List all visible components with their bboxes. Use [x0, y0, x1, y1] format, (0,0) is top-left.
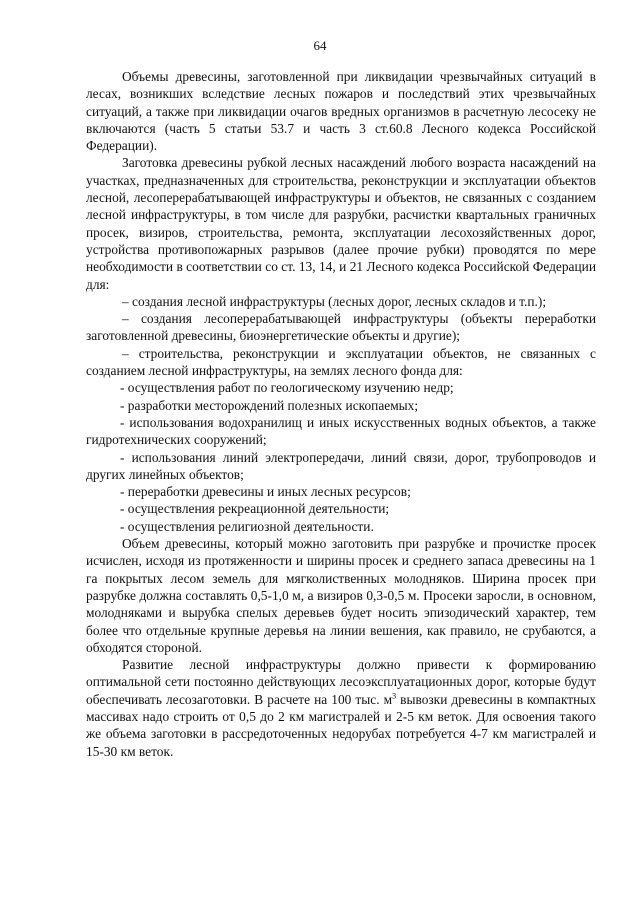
paragraph-clearing-volume: Объем древесины, который можно заготовить при разрубке и прочистке просек исчислен, исходя из протяженности и ширины просек и среднего запаса древесины на 1 га покрытых лесом земель для мягколиственных молодняков. Ширина просек при разрубке должна составлять 0,5-1,0 м, а визиров 0,3-0,5 м. Просеки заросли, в основном, молодняками и вырубка спелых деревьев будет носить эпизодический характер, тем более что отдельные крупные деревья на линии вешения, как правило, не срубаются, а обходятся стороной. [86, 536, 596, 655]
sub-item-geology: - осуществления работ по геологическому изучению недр; [120, 380, 454, 396]
sub-item-linear-objects: - использования линий электропередачи, линий связи, дорог, трубопроводов и других линейных объектов; [86, 449, 596, 482]
sub-item-religious: - осуществления религиозной деятельности. [120, 518, 374, 534]
paragraph-emergency-volumes: Объемы древесины, заготовленной при ликвидации чрезвычайных ситуаций в лесах, возникших вследствие лесных пожаров и последствий этих чрезвычайных ситуаций, а также при ликвидации очагов вредных организмов в расчетную лесосеку не включаются (часть 5 статьи 53.7 и часть 3 ст.60.8 Лесного кодекса Российской Федерации). [86, 69, 596, 154]
list-item-forest-infrastructure: – создания лесной инфраструктуры (лесных дорог, лесных складов и т.п.); [122, 293, 547, 309]
cubic-superscript: 3 [392, 691, 397, 701]
sub-item-reservoirs: - использования водохранилищ и иных искусственных водных объектов, а также гидротехнических сооружений; [86, 414, 596, 448]
sub-item-recreation: - осуществления рекреационной деятельности; [120, 501, 390, 517]
list-item-other-objects: – строительства, реконструкции и эксплуатации объектов, не связанных с созданием лесной инфраструктуры, на землях лесного фонда для: [86, 345, 596, 379]
sub-item-mining: - разработки месторождений полезных ископаемых; [120, 397, 419, 413]
document-body [86, 68, 596, 760]
road-network-text-start: Развитие лесной инфраструктуры должно привести к формированию оптимальной сети постоянно действующих лесоэксплуатационных дорог, которые будут обеспечивать лесозаготовки. В расчете на 100 тыс. м [86, 657, 596, 707]
road-network-text-end: вывозки древесины в компактных массивах надо строить от 0,5 до 2 км магистралей и 2-5 км веток. Для освоения такого же объема заготовки в рассредоточенных недорубах потребуется 4-7 км магистралей и 15-30 км веток. [86, 691, 596, 759]
paragraph-road-network [86, 656, 596, 760]
paragraph-other-fellings: Заготовка древесины рубкой лесных насаждений любого возраста насаждений на участках, предназначенных для строительства, реконструкции и эксплуатации объектов лесной, лесоперерабатывающей инфраструктуры и объектов, не связанных с созданием лесной инфраструктуры, в том числе для разрубки, расчистки квартальных граничных просек, визиров, строительства, ремонта, эксплуатации лесохозяйственных дорог, устройства противопожарных разрывов (далее прочие рубки) проводятся по мере необходимости в соответствии со ст. 13, 14, и 21 Лесного кодекса Российской Федерации для: [86, 155, 596, 292]
sub-item-wood-processing: - переработки древесины и иных лесных ресурсов; [120, 484, 411, 500]
list-item-processing-infrastructure: – создания лесоперерабатывающей инфраструктуры (объекты переработки заготовленной древесины, биоэнергетические объекты и другие); [86, 311, 596, 344]
page-number: 64 [313, 38, 327, 53]
